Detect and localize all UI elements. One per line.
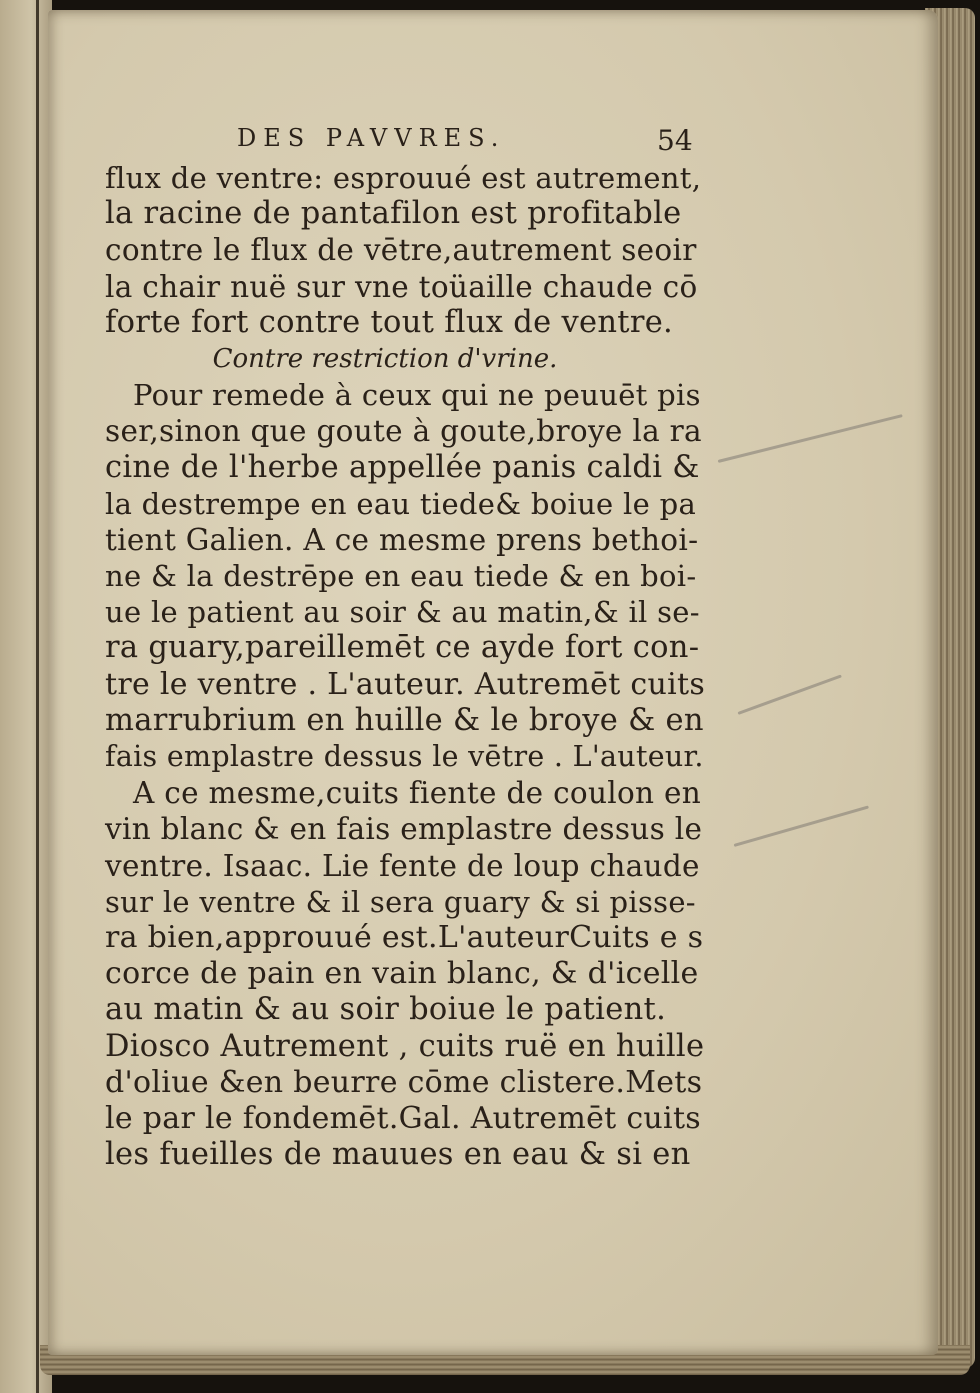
text-line: contre le flux de vētre,autrement seoir bbox=[105, 233, 697, 268]
page-text bbox=[105, 118, 705, 1173]
text-line: flux de ventre: esprouué est autrement, bbox=[105, 161, 702, 195]
text-line: le par le fondemēt.Gal. Autremēt cuits bbox=[105, 1100, 701, 1136]
text-line: tre le ventre . L'auteur. Autremēt cuits bbox=[105, 666, 706, 702]
section-heading: Contre restriction d'vrine. bbox=[212, 343, 558, 374]
text-line: ue le patient au soir & au matin,& il se- bbox=[105, 595, 700, 630]
text-line: cine de l'herbe appellée panis caldi & bbox=[105, 449, 700, 485]
gutter-rule bbox=[36, 0, 39, 1393]
text-line: ventre. Isaac. Lie fente de loup chaude bbox=[105, 848, 700, 883]
text-line: Pour remede à ceux qui ne peuuēt pis bbox=[133, 378, 701, 413]
text-line: marrubrium en huille & le broye & en bbox=[105, 702, 704, 738]
facing-page-edge bbox=[0, 0, 52, 1393]
text-line: ser,sinon que goute à goute,broye la ra bbox=[105, 414, 702, 449]
text-line: sur le ventre & il sera guary & si pisse- bbox=[105, 884, 696, 919]
text-line: fais emplastre dessus le vētre . L'auteur. bbox=[105, 740, 704, 773]
text-line: forte fort contre tout flux de ventre. bbox=[105, 304, 674, 340]
text-line: A ce mesme,cuits fiente de coulon en bbox=[133, 776, 702, 811]
text-line: au matin & au soir boiue le patient. bbox=[105, 992, 667, 1028]
text-line: ra guary,pareillemēt ce ayde fort con- bbox=[105, 630, 700, 666]
text-line: ne & la destrēpe en eau tiede & en boi- bbox=[105, 559, 697, 594]
text-line: d'oliue &en beurre cōme clistere.Mets bbox=[105, 1064, 703, 1100]
text-line: la chair nuë sur vne toüaille chaude cō bbox=[105, 269, 698, 304]
text-line: Diosco Autrement , cuits ruë en huille bbox=[105, 1028, 705, 1064]
running-header bbox=[105, 118, 705, 160]
text-line: la racine de pantafilon est profitable bbox=[105, 196, 682, 232]
running-title: DES PAVVRES. bbox=[237, 124, 506, 152]
text-line: la destrempe en eau tiede& boiue le pa bbox=[105, 486, 697, 521]
text-line: les fueilles de mauues en eau & si en bbox=[105, 1137, 691, 1173]
text-line: corce de pain en vain blanc, & d'icelle bbox=[105, 956, 699, 992]
text-line: tient Galien. A ce mesme prens bethoi- bbox=[105, 522, 699, 557]
text-line: ra bien,approuué est.L'auteurCuits e s bbox=[105, 919, 704, 955]
page-number: 54 bbox=[657, 124, 693, 157]
text-line: vin blanc & en fais emplastre dessus le bbox=[105, 812, 703, 847]
